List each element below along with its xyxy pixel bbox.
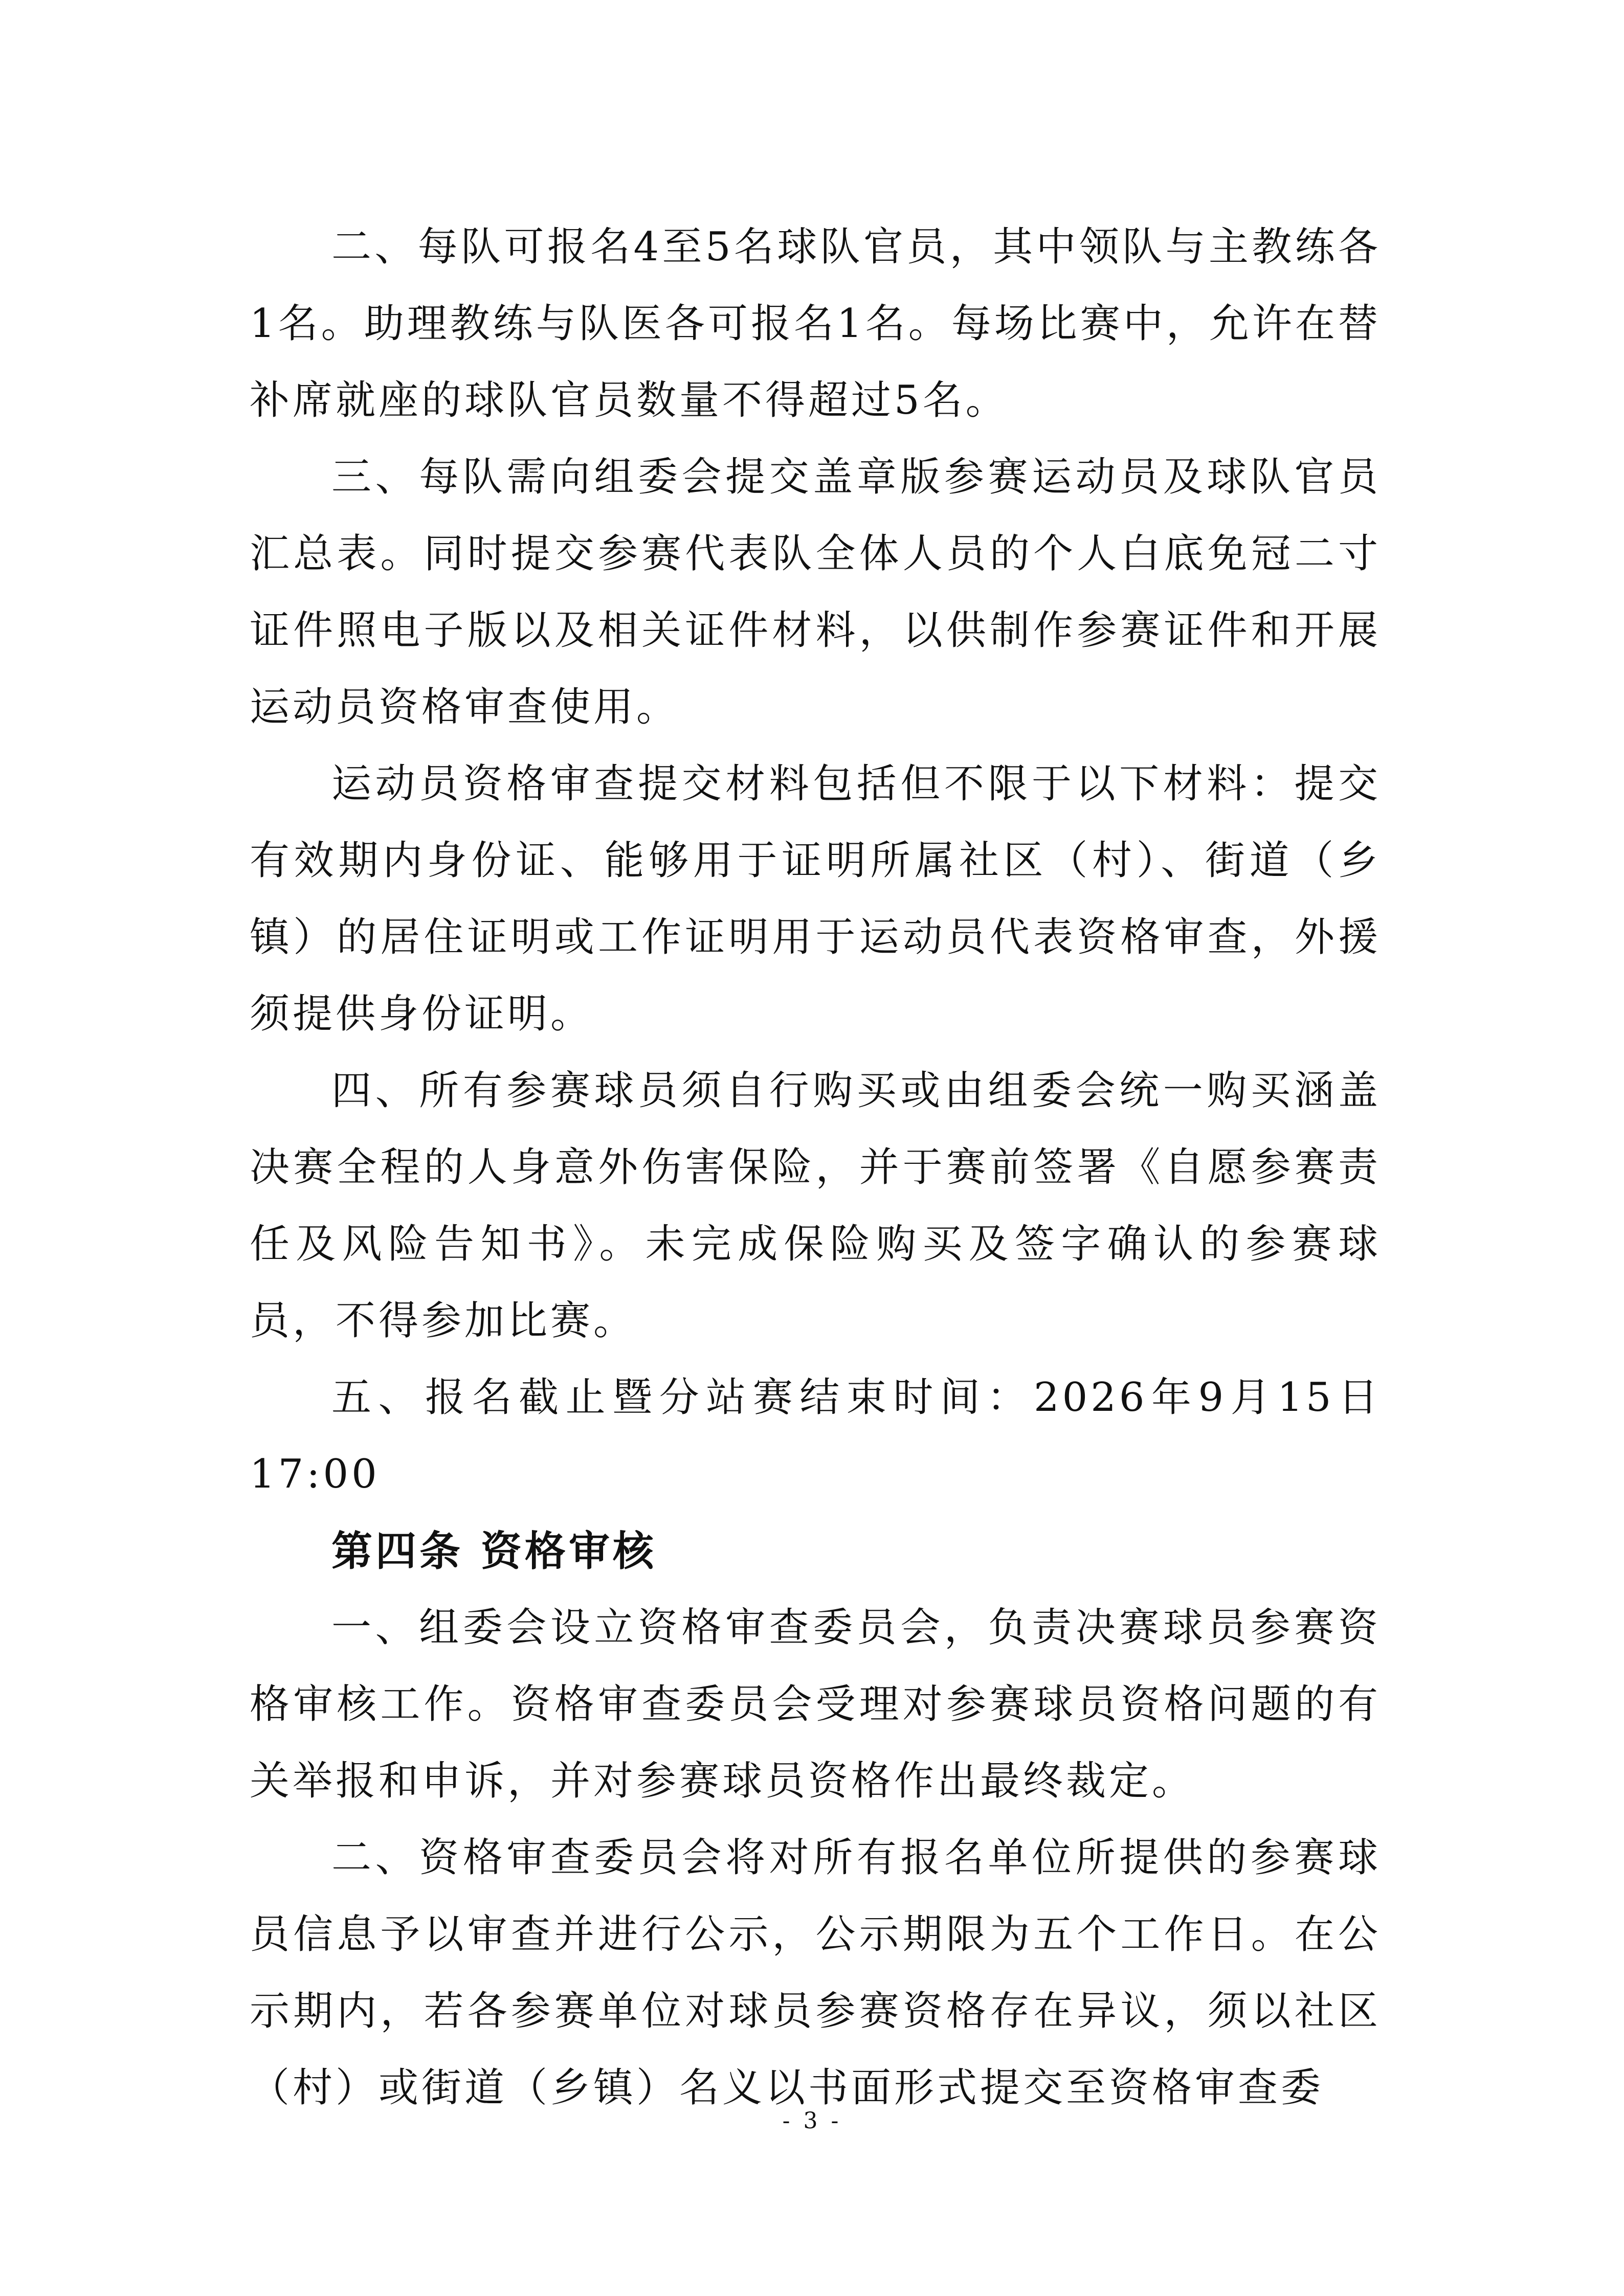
page-number: - 3 - (782, 2108, 842, 2134)
paragraph-eligibility-materials: 运动员资格审查提交材料包括但不限于以下材料：提交有效期内身份证、能够用于证明所属社区（村）、街道（乡镇）的居住证明或工作证明用于运动员代表资格审查，外援须提供身份证明。 (250, 761, 1381, 1037)
paragraph-review-committee: 一、组委会设立资格审查委员会，负责决赛球员参赛资格审核工作。资格审查委员会受理对参赛球员资格问题的有关举报和申诉，并对参赛球员资格作出最终裁定。 (250, 1605, 1381, 1804)
paragraph-team-officials: 二、每队可报名4至5名球队官员，其中领队与主教练各1名。助理教练与队医各可报名1名。每场比赛中，允许在替补席就座的球队官员数量不得超过5名。 (250, 224, 1381, 423)
section-heading-eligibility-review: 第四条 资格审核 (331, 1527, 657, 1575)
paragraph-registration-deadline: 五、报名截止暨分站赛结束时间：2026年9月15日17:00 (250, 1375, 1381, 1497)
paragraph-public-notice: 二、资格审查委员会将对所有报名单位所提供的参赛球员信息予以审查并进行公示，公示期限为五个工作日。在公示期内，若各参赛单位对球员参赛资格存在异议，须以社区（村）或街道（乡镇）名义以书面形式提交至资格审查委 (250, 1835, 1381, 2111)
document-body (250, 209, 1381, 2126)
paragraph-roster-submission: 三、每队需向组委会提交盖章版参赛运动员及球队官员汇总表。同时提交参赛代表队全体人员的个人白底免冠二寸证件照电子版以及相关证件材料，以供制作参赛证件和开展运动员资格审查使用。 (250, 454, 1381, 730)
paragraph-insurance: 四、所有参赛球员须自行购买或由组委会统一购买涵盖决赛全程的人身意外伤害保险，并于赛前签署《自愿参赛责任及风险告知书》。未完成保险购买及签字确认的参赛球员，不得参加比赛。 (250, 1068, 1381, 1344)
